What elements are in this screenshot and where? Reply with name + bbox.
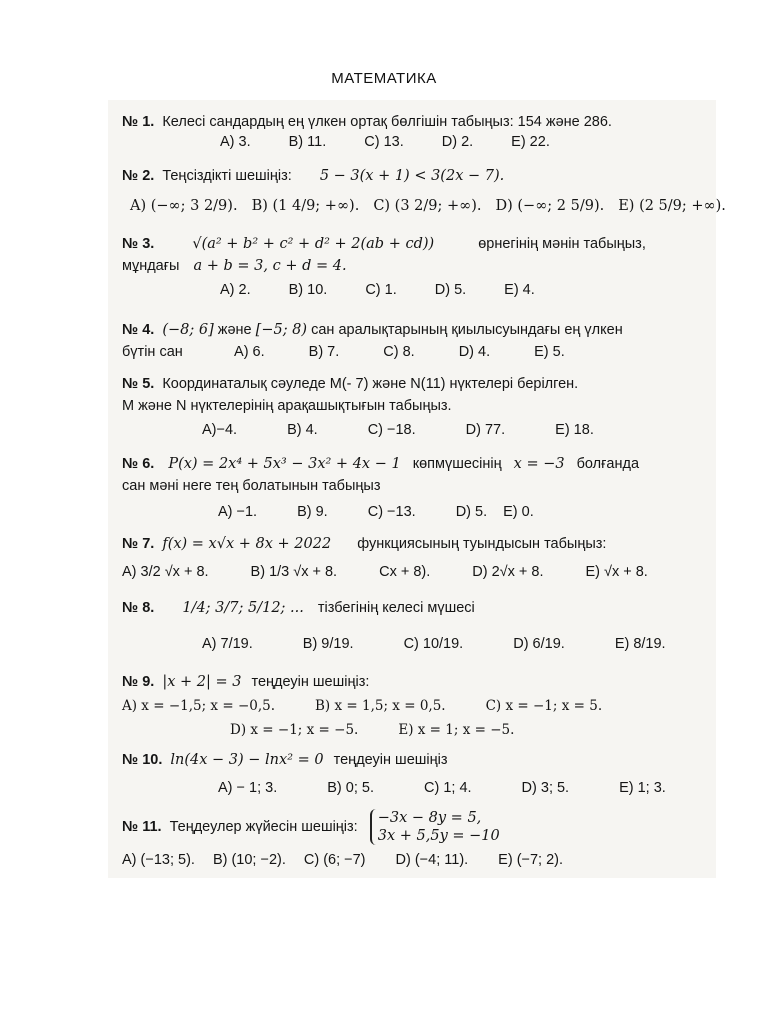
option-a: A) 2. xyxy=(220,282,251,298)
sequence-expression: 1/4; 3/7; 5/12; ... xyxy=(182,600,304,616)
answer-options xyxy=(202,422,706,438)
option-d: D) 4. xyxy=(458,344,491,360)
question-number: № 6. xyxy=(122,456,155,472)
question-text: Координаталық сәуледе M(- 7) және N(11) нүктелері берілген. xyxy=(162,376,579,392)
equation-1: −3x − 8y = 5, xyxy=(377,810,482,827)
question-text: Келесі сандардың ең үлкен ортақ бөлгішін табыңыз: 154 және 286. xyxy=(162,114,612,130)
option-e: E) 22. xyxy=(511,134,550,150)
question-number: № 8. xyxy=(122,600,155,616)
option-c: C) 10/19. xyxy=(403,636,464,652)
interval-1: (−8; 6] xyxy=(162,322,214,338)
option-c: C) −13. xyxy=(367,504,416,520)
option-b: B) 9. xyxy=(297,504,328,520)
question-10 xyxy=(122,752,706,796)
question-text: теңдеуін шешіңіз: xyxy=(251,674,370,690)
option-a: A) −1. xyxy=(218,504,258,520)
question-text: көпмүшесінің xyxy=(412,456,502,472)
option-a: A) 7/19. xyxy=(202,636,253,652)
question-text: өрнегінің мәнін табыңыз, xyxy=(478,236,646,252)
option-d: D) 6/19. xyxy=(513,636,565,652)
question-text-2: M және N нүктелерінің арақашықтығын табыңыз. xyxy=(122,398,452,414)
option-e: E) (−7; 2). xyxy=(498,852,564,868)
option-a: A) − 1; 3. xyxy=(218,780,278,796)
option-b: B) 4. xyxy=(287,422,318,438)
answer-options xyxy=(122,564,706,580)
option-e: E) x = 1; x = −5. xyxy=(398,722,515,738)
option-a: A) x = −1,5; x = −0,5. xyxy=(122,698,276,714)
option-b: B) x = 1,5; x = 0,5. xyxy=(315,698,446,714)
equation-2: 3x + 5,5y = −10 xyxy=(377,828,500,845)
option-d: D) (−∞; 2 5/9). xyxy=(495,198,605,214)
option-c: C) (3 2/9; +∞). xyxy=(373,198,482,214)
function-expression: f(x) = x√x + 8x + 2022 xyxy=(162,536,332,552)
option-b: B) 10. xyxy=(288,282,328,298)
answer-options xyxy=(122,852,706,868)
option-e: E) √x + 8. xyxy=(585,564,648,580)
question-expression: √(a² + b² + c² + d² + 2(ab + cd)) xyxy=(192,236,435,252)
question-number: № 4. xyxy=(122,322,155,338)
answer-options xyxy=(122,698,706,714)
option-b: B) 7. xyxy=(308,344,340,360)
option-c: C) 8. xyxy=(383,344,415,360)
option-a: A)−4. xyxy=(202,422,238,438)
question-text-3: бүтін сан xyxy=(122,344,183,360)
option-b: B) (1 4/9; +∞). xyxy=(251,198,360,214)
question-expression: 5 − 3(x + 1) < 3(2x − 7). xyxy=(319,168,505,184)
option-d: D) (−4; 11). xyxy=(395,852,469,868)
question-text: және xyxy=(217,322,252,338)
question-1 xyxy=(122,114,706,150)
answer-options xyxy=(234,344,565,360)
option-b: B) 0; 5. xyxy=(327,780,374,796)
option-b: B) 9/19. xyxy=(302,636,354,652)
answer-options xyxy=(218,780,706,796)
question-number: № 2. xyxy=(122,168,155,184)
page-title: МАТЕМАТИКА xyxy=(331,70,437,87)
question-text-2: мұндағы xyxy=(122,258,180,274)
scanned-worksheet xyxy=(108,100,726,878)
option-c: C) x = −1; x = 5. xyxy=(485,698,603,714)
x-value: x = −3 xyxy=(513,456,565,472)
answer-options xyxy=(202,636,706,652)
option-d: D) 2. xyxy=(441,134,474,150)
option-d: D) x = −1; x = −5. xyxy=(230,722,359,738)
option-b: B) 1/3 √x + 8. xyxy=(250,564,338,580)
option-e: E) 4. xyxy=(504,282,535,298)
question-4 xyxy=(122,322,706,360)
interval-2: [−5; 8) xyxy=(255,322,308,338)
option-e: E) 5. xyxy=(534,344,565,360)
option-b: B) (10; −2). xyxy=(212,852,286,868)
question-3 xyxy=(122,236,706,298)
option-b: B) 11. xyxy=(288,134,327,150)
equation: |x + 2| = 3 xyxy=(162,674,242,690)
question-text-2: болғанда xyxy=(576,456,640,472)
question-9 xyxy=(122,674,706,738)
question-text-3: сан мәні неге тең болатынын табыңыз xyxy=(122,478,381,494)
question-text: Теңсіздікті шешіңіз: xyxy=(162,168,292,184)
question-number: № 3. xyxy=(122,236,155,252)
question-number: № 11. xyxy=(122,819,162,835)
question-text: тізбегінің келесі мүшесі xyxy=(317,600,475,616)
option-e: E) 1; 3. xyxy=(619,780,666,796)
option-e: E) (2 5/9; +∞). xyxy=(618,198,726,214)
question-6 xyxy=(122,456,706,520)
answer-options xyxy=(218,504,706,520)
question-7 xyxy=(122,536,706,580)
question-condition: a + b = 3, c + d = 4. xyxy=(193,258,347,274)
question-number: № 5. xyxy=(122,376,155,392)
option-c: C) −18. xyxy=(367,422,416,438)
option-c: Cx + 8). xyxy=(379,564,431,580)
option-c: C) (6; −7) xyxy=(303,852,366,868)
equation-system xyxy=(370,809,500,845)
question-2 xyxy=(122,168,726,214)
question-5 xyxy=(122,376,706,438)
answer-options xyxy=(220,134,706,150)
option-d: D) 5. xyxy=(455,504,488,520)
option-e: E) 0. xyxy=(503,504,534,520)
answer-options xyxy=(130,198,726,214)
question-number: № 7. xyxy=(122,536,155,552)
answer-options xyxy=(220,282,706,298)
option-c: C) 13. xyxy=(364,134,404,150)
option-d: D) 3; 5. xyxy=(521,780,570,796)
option-d: D) 77. xyxy=(465,422,506,438)
polynomial: P(x) = 2x⁴ + 5x³ − 3x² + 4x − 1 xyxy=(168,456,401,472)
option-e: E) 18. xyxy=(555,422,594,438)
question-text: теңдеуін шешіңіз xyxy=(333,752,448,768)
option-c: C) 1. xyxy=(365,282,397,298)
question-text: Теңдеулер жүйесін шешіңіз: xyxy=(169,819,358,835)
option-c: C) 1; 4. xyxy=(424,780,472,796)
question-8 xyxy=(122,600,706,652)
question-number: № 10. xyxy=(122,752,163,768)
option-a: A) (−∞; 3 2/9). xyxy=(130,198,238,214)
option-e: E) 8/19. xyxy=(614,636,666,652)
answer-options-row-2 xyxy=(230,722,706,738)
question-11 xyxy=(122,806,706,868)
option-d: D) 5. xyxy=(434,282,467,298)
question-text-2: сан аралықтарының қиылысуындағы ең үлкен xyxy=(311,322,623,338)
equation: ln(4x − 3) − lnx² = 0 xyxy=(170,752,324,768)
option-a: A) 3. xyxy=(220,134,251,150)
option-a: A) 6. xyxy=(234,344,265,360)
option-a: A) 3/2 √x + 8. xyxy=(122,564,209,580)
question-number: № 9. xyxy=(122,674,155,690)
option-d: D) 2√x + 8. xyxy=(472,564,544,580)
question-number: № 1. xyxy=(122,114,155,130)
option-a: A) (−13; 5). xyxy=(122,852,195,868)
question-text: функциясының туындысын табыңыз: xyxy=(357,536,607,552)
